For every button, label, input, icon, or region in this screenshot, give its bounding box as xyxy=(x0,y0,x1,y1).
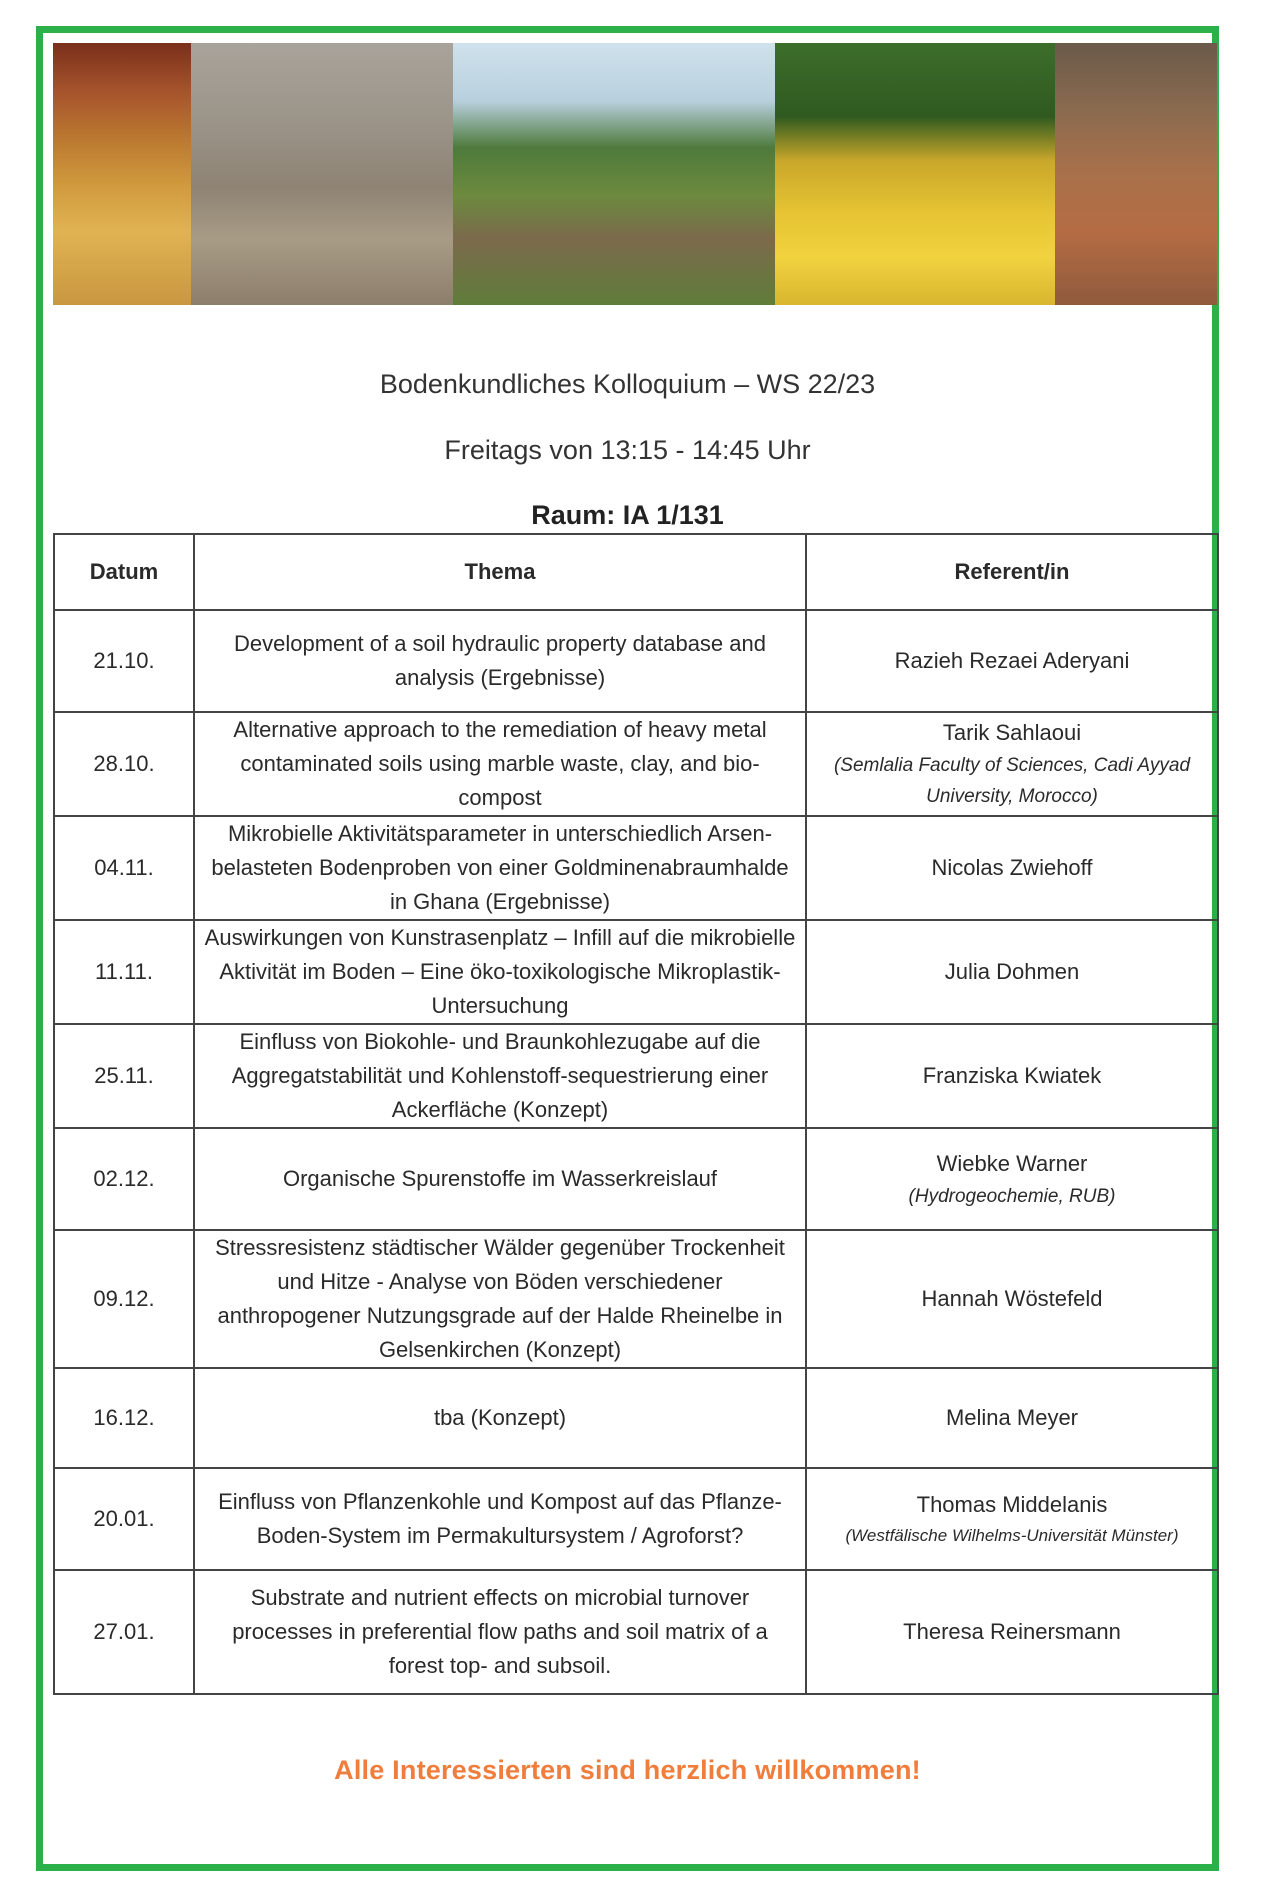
poster-frame xyxy=(36,26,1219,1871)
speaker-cell xyxy=(806,610,1218,712)
column-header-topic: Thema xyxy=(194,534,806,610)
speaker-name: Wiebke Warner xyxy=(936,1150,1088,1176)
speaker-cell xyxy=(806,1468,1218,1570)
topic-cell: Stressresistenz städtischer Wälder gegenüber Trockenheit und Hitze - Analyse von Böden verschiedener anthropogener Nutzungsgrade auf der Halde Rheinelbe in Gelsenkirchen (Konzept) xyxy=(194,1230,806,1368)
room-label: Raum: IA 1/131 xyxy=(531,500,724,530)
table-row xyxy=(54,1230,1218,1368)
date-cell: 28.10. xyxy=(54,712,194,816)
topic-cell: Mikrobielle Aktivitätsparameter in unterschiedlich Arsen-belasteten Bodenproben von einer Goldminenabraumhalde in Ghana (Ergebnisse) xyxy=(194,816,806,920)
speaker-cell xyxy=(806,1128,1218,1230)
meeting-time: Freitags von 13:15 - 14:45 Uhr xyxy=(444,435,811,465)
table-header-row xyxy=(54,534,1218,610)
date-cell: 09.12. xyxy=(54,1230,194,1368)
soil-pit-photo xyxy=(1055,43,1217,305)
topic-cell: Substrate and nutrient effects on microbial turnover processes in preferential flow paths and soil matrix of a forest top- and subsoil. xyxy=(194,1570,806,1694)
table-row xyxy=(54,712,1218,816)
speaker-name: Thomas Middelanis xyxy=(916,1492,1108,1517)
topic-cell: tba (Konzept) xyxy=(194,1368,806,1468)
column-header-speaker: Referent/in xyxy=(806,534,1218,610)
speaker-cell xyxy=(806,1368,1218,1468)
speaker-name: Melina Meyer xyxy=(945,1405,1079,1430)
speaker-cell xyxy=(806,1570,1218,1694)
welcome-message: Alle Interessierten sind herzlich willkommen! xyxy=(334,1755,921,1785)
speaker-cell xyxy=(806,1230,1218,1368)
date-cell: 20.01. xyxy=(54,1468,194,1570)
topic-cell: Alternative approach to the remediation of heavy metal contaminated soils using marble waste, clay, and bio-compost xyxy=(194,712,806,816)
soil-profile-photo xyxy=(53,43,191,305)
table-row xyxy=(54,1368,1218,1468)
date-cell: 16.12. xyxy=(54,1368,194,1468)
table-row xyxy=(54,1024,1218,1128)
table-row xyxy=(54,1128,1218,1230)
column-header-date: Datum xyxy=(54,534,194,610)
speaker-cell xyxy=(806,1024,1218,1128)
colloquium-title: Bodenkundliches Kolloquium – WS 22/23 xyxy=(379,369,876,399)
farm-field-photo xyxy=(453,43,775,305)
topic-cell: Einfluss von Pflanzenkohle und Kompost auf das Pflanze-Boden-System im Permakultursystem / Agroforst? xyxy=(194,1468,806,1570)
speaker-name: Franziska Kwiatek xyxy=(922,1063,1102,1088)
speaker-name: Tarik Sahlaoui xyxy=(942,720,1082,745)
speaker-cell xyxy=(806,712,1218,816)
speaker-affiliation: (Hydrogeochemie, RUB) xyxy=(908,1185,1116,1207)
photo-banner xyxy=(53,43,1217,305)
date-cell: 11.11. xyxy=(54,920,194,1024)
speaker-name: Theresa Reinersmann xyxy=(903,1619,1121,1644)
date-cell: 21.10. xyxy=(54,610,194,712)
table-row xyxy=(54,610,1218,712)
rapeseed-field-photo xyxy=(775,43,1055,305)
date-cell: 27.01. xyxy=(54,1570,194,1694)
table-row xyxy=(54,1570,1218,1694)
topic-cell: Auswirkungen von Kunstrasenplatz – Infill auf die mikrobielle Aktivität im Boden – Eine öko-toxikologische Mikroplastik-Untersuchung xyxy=(194,920,806,1024)
speaker-name: Hannah Wöstefeld xyxy=(921,1286,1103,1311)
topic-cell: Einfluss von Biokohle- und Braunkohlezugabe auf die Aggregatstabilität und Kohlenstoff-sequestrierung einer Ackerfläche (Konzept) xyxy=(194,1024,806,1128)
schedule-table xyxy=(53,533,1219,1695)
date-cell: 04.11. xyxy=(54,816,194,920)
topic-cell: Development of a soil hydraulic property database and analysis (Ergebnisse) xyxy=(194,610,806,712)
table-row xyxy=(54,920,1218,1024)
speaker-name: Julia Dohmen xyxy=(944,959,1080,984)
table-row xyxy=(54,816,1218,920)
speaker-cell xyxy=(806,816,1218,920)
topic-cell: Organische Spurenstoffe im Wasserkreislauf xyxy=(194,1128,806,1230)
speaker-affiliation: (Semlalia Faculty of Sciences, Cadi Ayyad University, Morocco) xyxy=(833,755,1191,807)
date-cell: 25.11. xyxy=(54,1024,194,1128)
speaker-name: Nicolas Zwiehoff xyxy=(931,855,1093,880)
mining-landscape-photo xyxy=(191,43,453,305)
speaker-cell xyxy=(806,920,1218,1024)
speaker-name: Razieh Rezaei Aderyani xyxy=(894,648,1130,673)
date-cell: 02.12. xyxy=(54,1128,194,1230)
table-row xyxy=(54,1468,1218,1570)
speaker-affiliation: (Westfälische Wilhelms-Universität Münster) xyxy=(845,1526,1179,1545)
